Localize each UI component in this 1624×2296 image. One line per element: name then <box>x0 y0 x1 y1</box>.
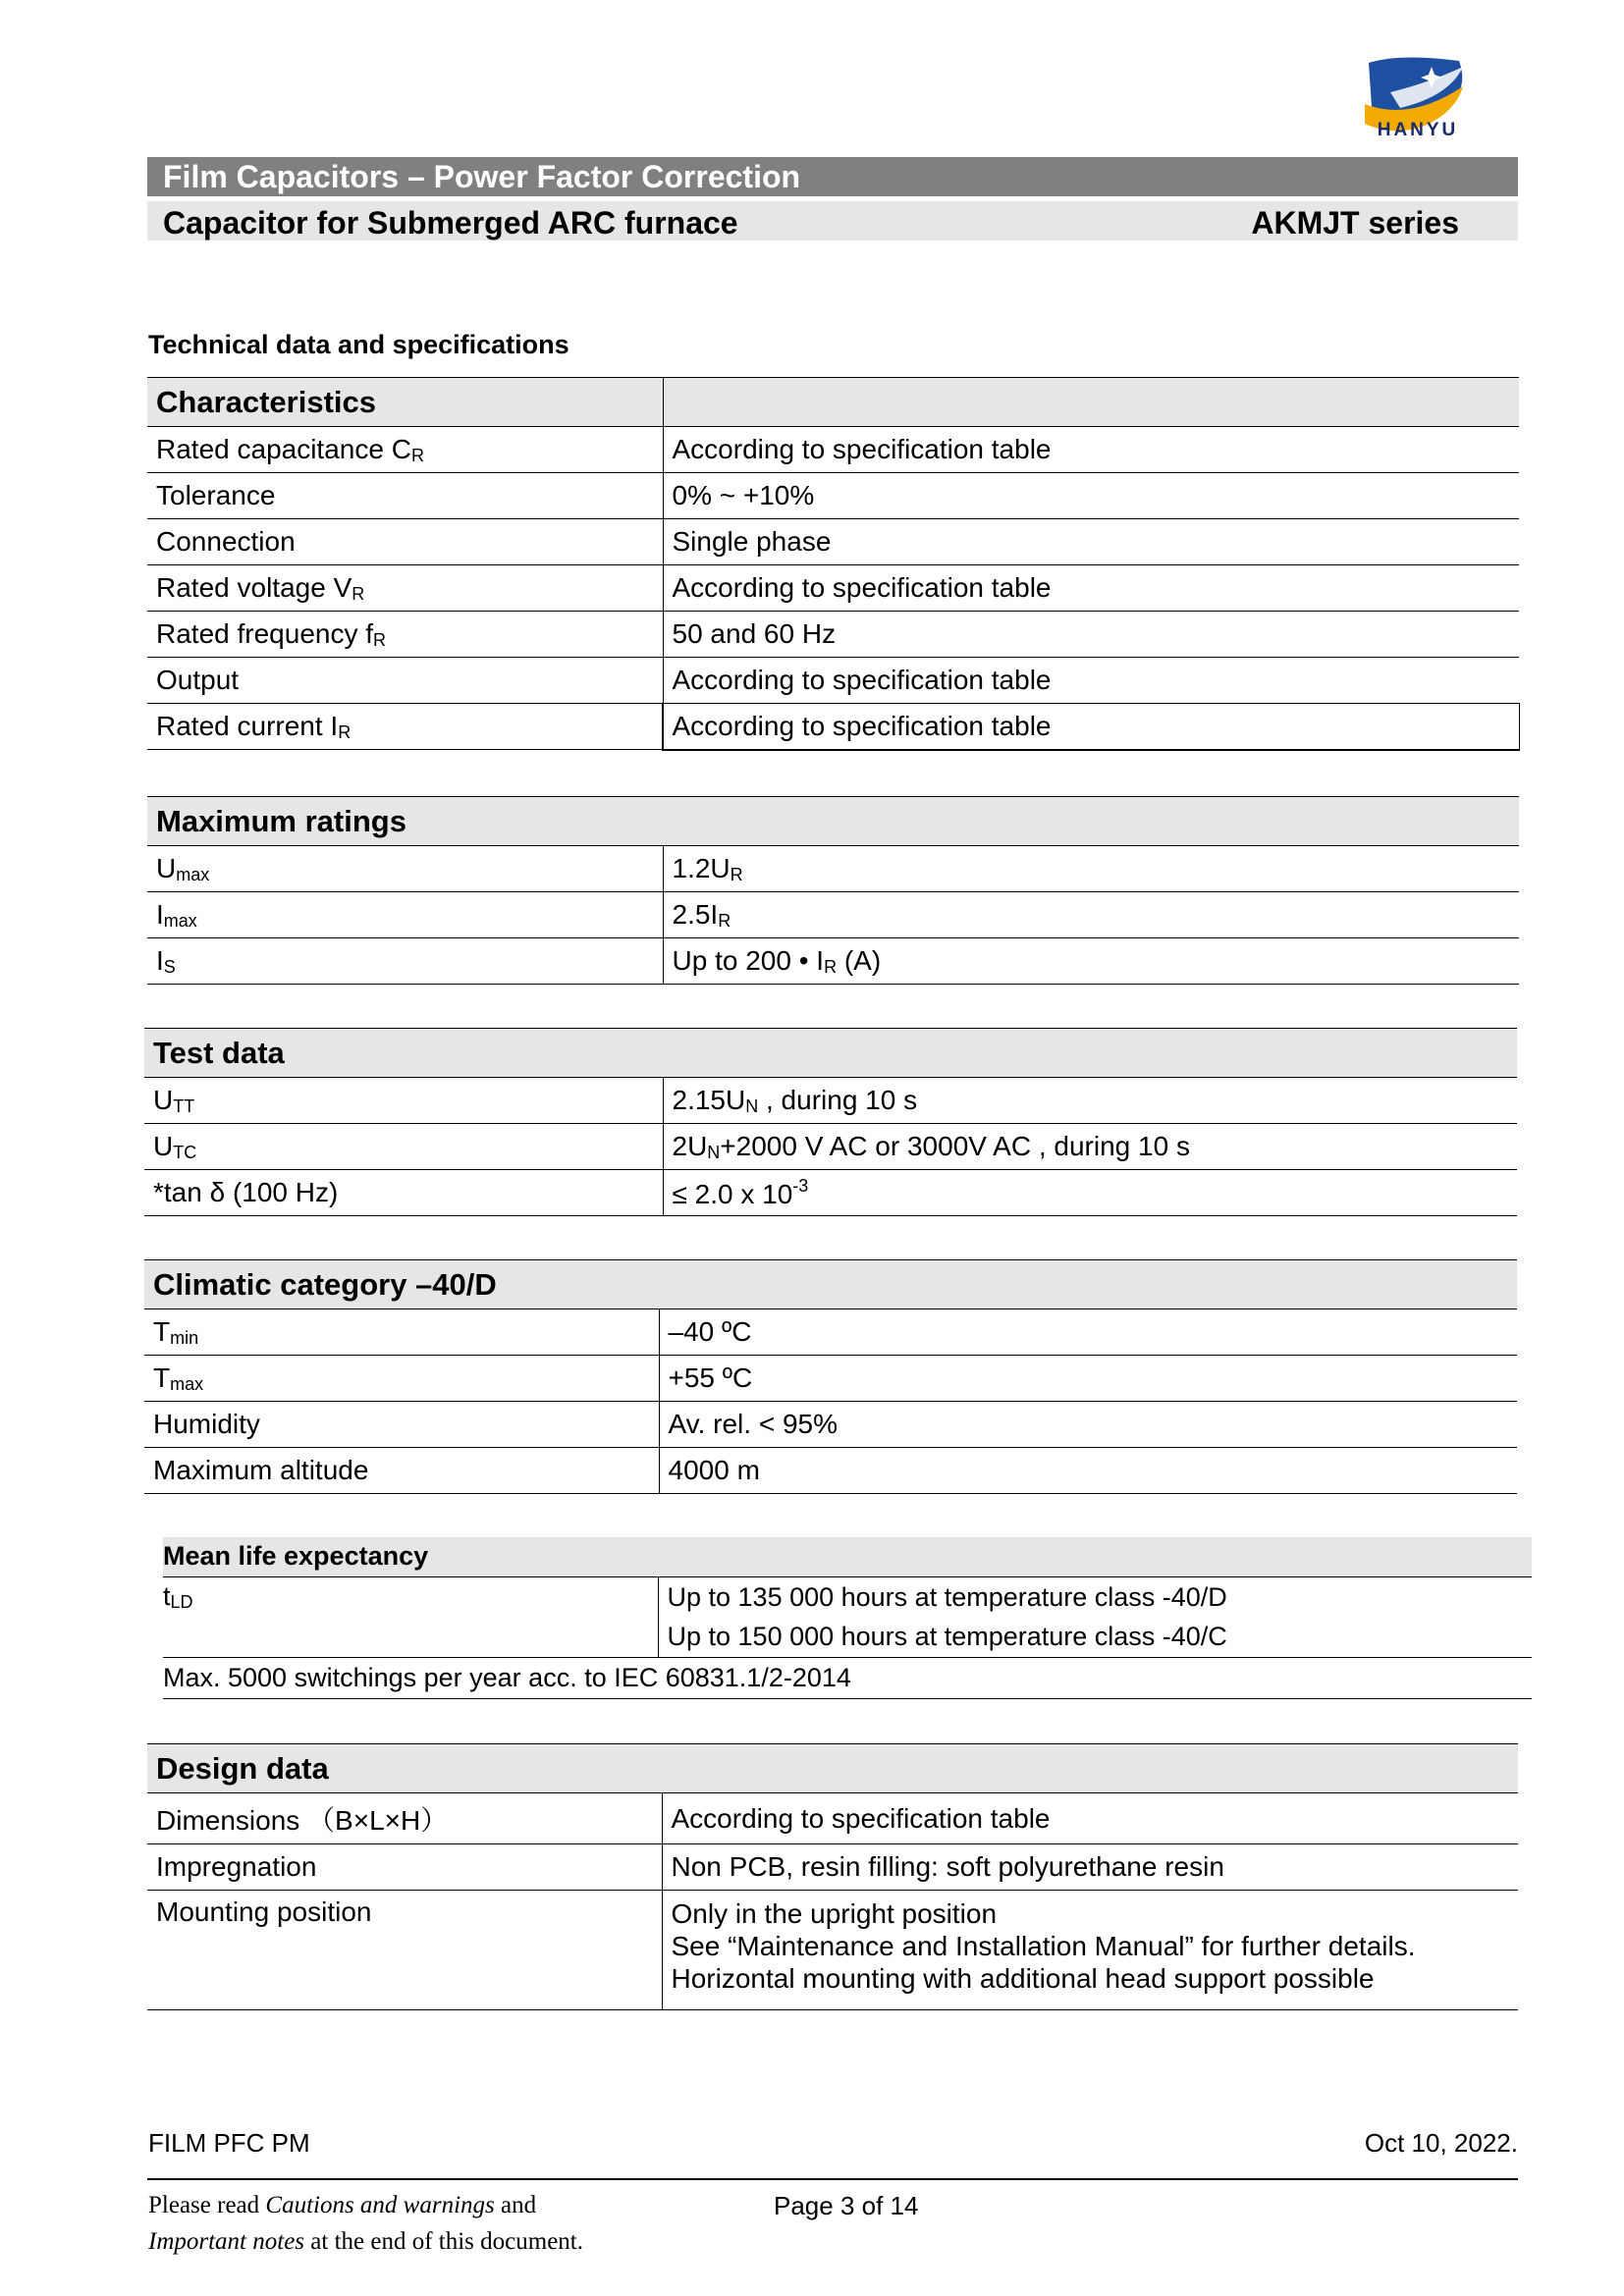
design-heading: Design data <box>147 1744 1518 1793</box>
row-label: Tolerance <box>147 473 663 519</box>
characteristics-heading: Characteristics <box>147 378 663 427</box>
row-value: Non PCB, resin filling: soft polyurethane resin <box>662 1844 1518 1891</box>
characteristics-table <box>147 377 1519 750</box>
table-header-row <box>163 1537 1532 1576</box>
test-data-table <box>144 1028 1517 1216</box>
row-value: $2.5I_R$ <box>663 892 1519 938</box>
header-subtitle-band <box>147 201 1518 240</box>
table-row <box>163 1657 1532 1698</box>
row-label: $I_S$ <box>147 938 663 985</box>
row-label: Humidity <box>144 1402 659 1448</box>
table-row <box>144 1402 1517 1448</box>
row-value: ≤ 2.0 x $10^{-3}$ <box>663 1170 1517 1216</box>
climatic-heading: Climatic category –40/D <box>144 1260 1517 1309</box>
row-label: *tan δ (100 Hz) <box>144 1170 663 1216</box>
row-label: Impregnation <box>147 1844 662 1891</box>
row-label: $U_{TC}$ <box>144 1124 663 1170</box>
row-label: Maximum altitude <box>144 1448 659 1494</box>
row-value: Av. rel. < 95% <box>659 1402 1517 1448</box>
life-line-2: Up to 150 000 hours at temperature class -40/C <box>667 1622 1227 1651</box>
table-row <box>147 938 1519 985</box>
table-row <box>147 427 1519 473</box>
row-value: 0% ~ +10% <box>663 473 1519 519</box>
row-value: According to specification table <box>663 427 1519 473</box>
table-row <box>144 1078 1517 1124</box>
footer-note: Please read Cautions and warnings and Important notes at the end of this document. <box>148 2192 583 2255</box>
row-label: Connection <box>147 519 663 565</box>
life-heading: Mean life expectancy <box>163 1537 1532 1576</box>
row-label: $U_{max}$ <box>147 846 663 892</box>
row-value: According to specification table <box>663 565 1519 612</box>
header-subtitle: Capacitor for Submerged ARC furnace <box>163 205 738 240</box>
row-label: Rated frequency $f_R$ <box>147 612 663 658</box>
row-value: $2U_N+2000$ V AC or 3000V AC , during 10 s <box>663 1124 1517 1170</box>
header-blank-cell <box>663 378 1519 427</box>
footer-divider <box>147 2178 1518 2180</box>
row-label: Dimensions （B×L×H） <box>147 1793 662 1844</box>
header-title: Film Capacitors – Power Factor Correction <box>147 157 1518 196</box>
table-header-row <box>144 1260 1517 1309</box>
table-row <box>144 1170 1517 1216</box>
mount-line-3: Horizontal mounting with additional head support possible <box>671 1963 1375 1994</box>
life-line-1: Up to 135 000 hours at temperature class -40/D <box>667 1582 1227 1612</box>
page-number: Page 3 of 14 <box>774 2191 919 2220</box>
table-row <box>144 1356 1517 1402</box>
row-value: $1.2U_R$ <box>663 846 1519 892</box>
table-row <box>147 473 1519 519</box>
table-header-row <box>147 797 1519 846</box>
row-label: Rated voltage $V_R$ <box>147 565 663 612</box>
row-label: Output <box>147 658 663 704</box>
table-row <box>144 1124 1517 1170</box>
table-row <box>147 658 1519 704</box>
row-value: According to specification table <box>662 1793 1518 1844</box>
table-header-row <box>147 1744 1518 1793</box>
row-label: Rated current $I_R$ <box>147 704 663 750</box>
logo-text: HANYU <box>1377 120 1459 140</box>
table-header-row <box>147 378 1519 427</box>
row-value: 4000 m <box>659 1448 1517 1494</box>
row-label: Rated capacitance $C_R$ <box>147 427 663 473</box>
table-row <box>147 519 1519 565</box>
row-value: +55 ºC <box>659 1356 1517 1402</box>
row-value <box>658 1576 1532 1657</box>
series-name: AKMJT series <box>1251 205 1459 240</box>
table-row <box>147 1891 1518 2010</box>
row-label: $U_{TT}$ <box>144 1078 663 1124</box>
row-value: Single phase <box>663 519 1519 565</box>
table-row <box>163 1576 1532 1657</box>
row-value: Up to 200 • $I_R$ (A) <box>663 938 1519 985</box>
section-title: Technical data and specifications <box>148 330 569 359</box>
table-row <box>147 704 1519 750</box>
table-row <box>147 1844 1518 1891</box>
row-label: $T_{max}$ <box>144 1356 659 1402</box>
row-value: –40 ºC <box>659 1309 1517 1356</box>
row-value <box>662 1891 1518 2010</box>
table-header-row <box>144 1029 1517 1078</box>
doc-date: Oct 10, 2022. <box>1364 2128 1518 2158</box>
table-row <box>144 1448 1517 1494</box>
mount-line-1: Only in the upright position <box>671 1898 998 1929</box>
row-value: According to specification table <box>663 704 1519 750</box>
table-row <box>147 612 1519 658</box>
row-label: $I_{max}$ <box>147 892 663 938</box>
doc-code: FILM PFC PM <box>148 2128 310 2158</box>
row-value: 50 and 60 Hz <box>663 612 1519 658</box>
table-row <box>147 1793 1518 1844</box>
row-label: Mounting position <box>147 1891 662 2010</box>
table-row <box>147 846 1519 892</box>
max-ratings-heading: Maximum ratings <box>147 797 1519 846</box>
life-note: Max. 5000 switchings per year acc. to IEC 60831.1/2-2014 <box>163 1657 1532 1698</box>
climatic-table <box>144 1259 1517 1494</box>
table-row <box>147 565 1519 612</box>
test-data-heading: Test data <box>144 1029 1517 1078</box>
table-row <box>147 892 1519 938</box>
max-ratings-table <box>147 796 1519 985</box>
mount-line-2: See “Maintenance and Installation Manual” for further details. <box>671 1931 1416 1961</box>
row-value: $2.15U_N$ , during 10 s <box>663 1078 1517 1124</box>
row-value: According to specification table <box>663 658 1519 704</box>
row-label: $t_{LD}$ <box>163 1576 658 1657</box>
table-row <box>144 1309 1517 1356</box>
design-table <box>147 1743 1518 2010</box>
row-label: $T_{min}$ <box>144 1309 659 1356</box>
life-table <box>163 1537 1532 1699</box>
